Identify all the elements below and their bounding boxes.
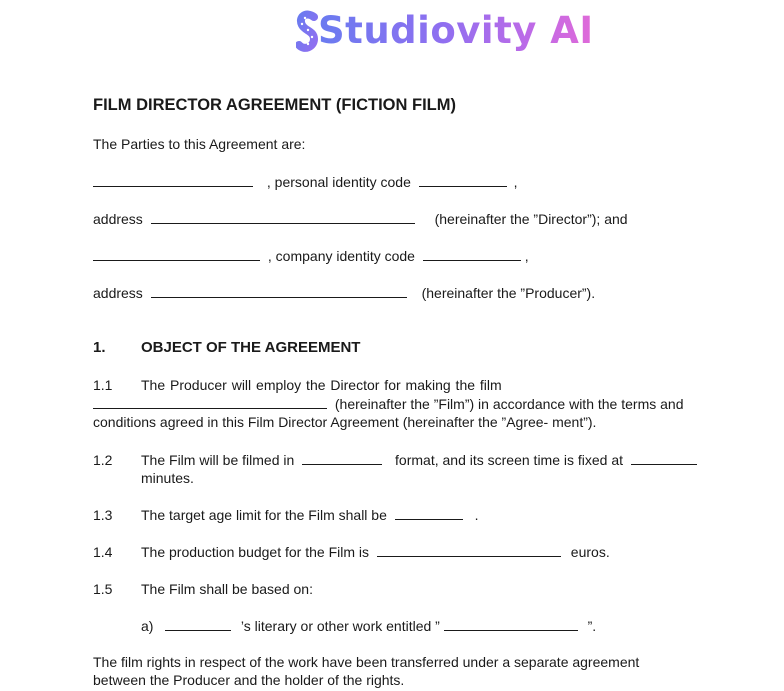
director-hereinafter: (hereinafter the ”Director”); and: [434, 211, 628, 227]
rights-para-line1: The film rights in respect of the work have been transferred under a separate agreement: [93, 654, 640, 670]
closing-quote: ”.: [587, 618, 597, 634]
format-blank: [302, 452, 382, 465]
studiovity-logo: [296, 6, 594, 56]
personal-code-blank: [419, 174, 507, 187]
clause-1-2-line2: minutes.: [141, 470, 194, 486]
personal-code-label: , personal identity code: [266, 174, 411, 190]
company-code-blank: [423, 248, 521, 261]
producer-address-blank: [151, 285, 407, 298]
producer-hereinafter: (hereinafter the ”Producer”).: [421, 285, 596, 301]
clause-1-3-text: The target age limit for the Film shall be: [141, 507, 387, 523]
screen-time-blank: [631, 452, 697, 465]
clause-number: 1.1: [93, 377, 113, 393]
clause-1-5a-letter: a): [141, 618, 154, 634]
work-title-blank: [444, 618, 578, 631]
clause-1-3: [141, 506, 479, 524]
clause-1-1-line2: [93, 395, 683, 413]
clause-1-4: [141, 543, 610, 561]
intro-text: The Parties to this Agreement are:: [93, 136, 306, 152]
company-code-label: , company identity code: [267, 248, 415, 264]
clause-1-5a-text: ’s literary or other work entitled ”: [240, 618, 440, 634]
clause-number: 1.3: [93, 507, 113, 523]
clause-1-5: The Film shall be based on:: [141, 581, 313, 597]
section-number: 1.: [93, 339, 106, 356]
logo-text: Studiovity AI: [318, 6, 594, 56]
comma: ,: [513, 174, 518, 190]
section-heading: OBJECT OF THE AGREEMENT: [141, 339, 361, 356]
clause-1-1-line3: conditions agreed in this Film Director Agreement (hereinafter the ”Agree- ment”).: [93, 414, 597, 430]
director-name-blank: [93, 174, 253, 187]
budget-blank: [377, 544, 561, 557]
director-name-row: [93, 173, 518, 191]
clause-1-5a: [165, 617, 596, 635]
comma: ,: [524, 248, 529, 264]
clause-1-4-text: The production budget for the Film is: [141, 544, 370, 560]
clause-number: 1.4: [93, 544, 113, 560]
period: .: [474, 507, 479, 523]
film-strip-icon: [296, 9, 318, 53]
address-label: address: [93, 285, 143, 301]
producer-name-blank: [93, 248, 260, 261]
document-title: FILM DIRECTOR AGREEMENT (FICTION FILM): [93, 96, 456, 114]
clause-number: 1.2: [93, 452, 113, 468]
author-blank: [165, 618, 231, 631]
clause-1-2-part2: format, and its screen time is fixed at: [395, 452, 624, 468]
clause-number: 1.5: [93, 581, 113, 597]
address-label: address: [93, 211, 143, 227]
director-address-row: [93, 210, 628, 228]
producer-address-row: [93, 284, 595, 302]
film-title-blank: [93, 396, 327, 409]
clause-1-1-line2-text: (hereinafter the ”Film”) in accordance with the terms and: [334, 396, 684, 412]
director-address-blank: [151, 211, 415, 224]
clause-1-2-part1: The Film will be filmed in: [141, 452, 295, 468]
age-limit-blank: [395, 507, 463, 520]
producer-name-row: [93, 247, 529, 265]
clause-1-1-line1: The Producer will employ the Director for making the film: [141, 377, 502, 393]
rights-para-line2: between the Producer and the holder of the rights.: [93, 672, 405, 688]
euros-label: euros.: [570, 544, 610, 560]
clause-1-2-line1: [141, 451, 697, 469]
